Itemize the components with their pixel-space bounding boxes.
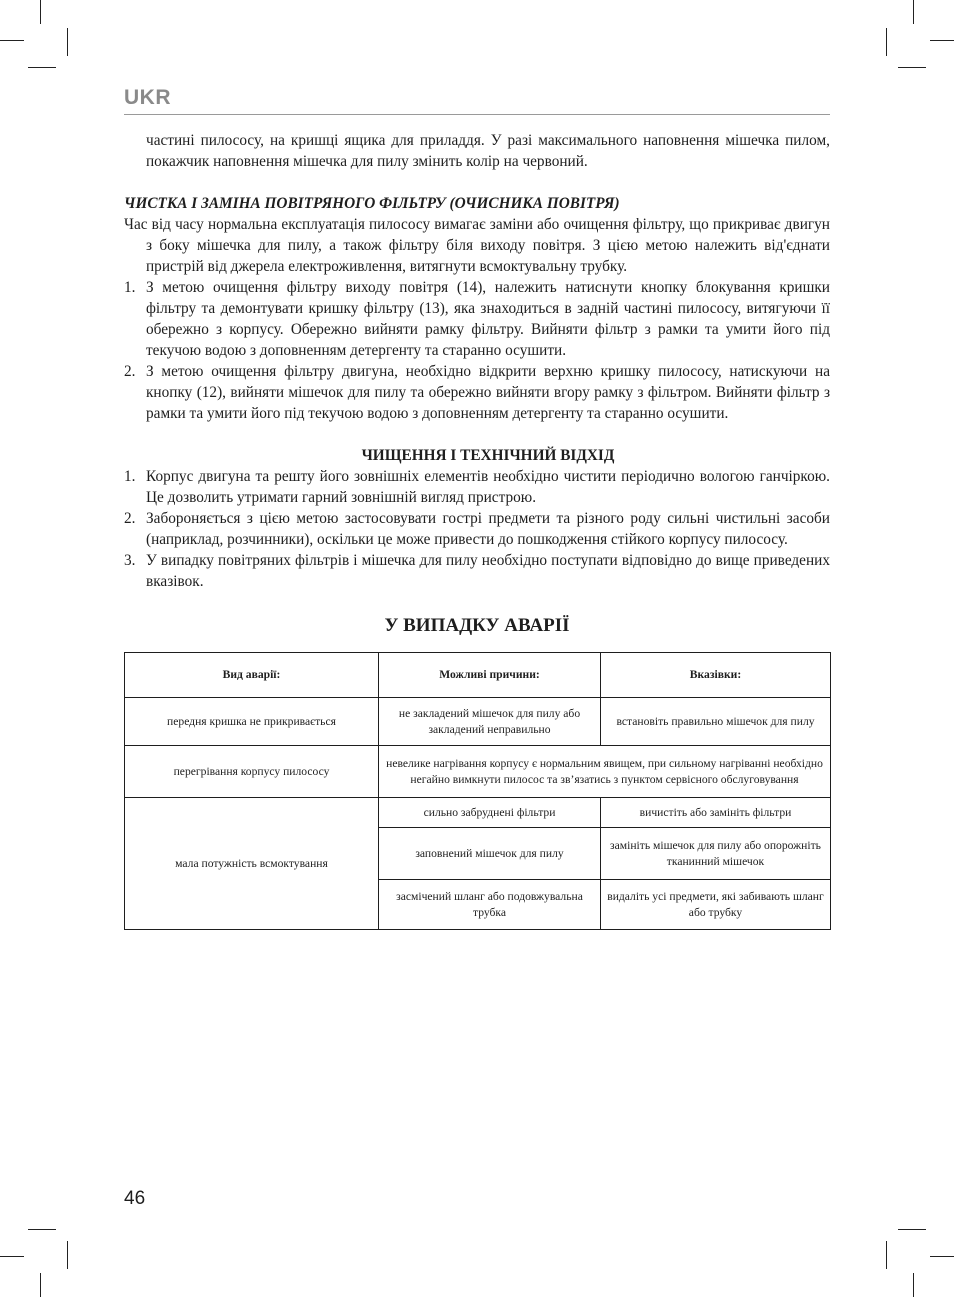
table-cell-action: замініть мішечок для пилу або опорожніть тканинний мішечок xyxy=(601,828,831,880)
list-number: 2. xyxy=(124,363,136,380)
list-item xyxy=(124,466,830,508)
crop-mark xyxy=(40,1273,41,1297)
crop-mark xyxy=(913,0,914,24)
table-cell-cause: засмічений шланг або подовжувальна трубка xyxy=(379,880,601,930)
crop-mark xyxy=(28,67,56,68)
list-item xyxy=(124,361,830,424)
crop-mark xyxy=(913,1273,914,1297)
list-number: 1. xyxy=(124,279,136,296)
table-cell-action: вичистіть або замініть фільтри xyxy=(601,798,831,828)
table-cell-cause: не закладений мішечок для пилу або закладений неправильно xyxy=(379,698,601,746)
crop-mark xyxy=(898,1229,926,1230)
table-header-cell: Вказівки: xyxy=(601,653,831,698)
crop-mark xyxy=(930,1256,954,1257)
list-number: 2. xyxy=(124,510,136,527)
language-label: UKR xyxy=(124,86,171,109)
filter-section-title: ЧИСТКА І ЗАМІНА ПОВІТРЯНОГО ФІЛЬТРУ (ОЧИСНИКА ПОВІТРЯ) xyxy=(124,195,620,212)
table-row xyxy=(125,798,831,828)
list-text: У випадку повітряних фільтрів і мішечка для пилу необхідно поступати відповідно до вище приведених вказівок. xyxy=(146,552,830,590)
table-cell-merged: невелике нагрівання корпусу є нормальним явищем, при сильному нагріванні необхідно негайно вимкнути пилосос та зв’язатись з пунктом сервісного обслуговування xyxy=(379,746,831,798)
list-number: 1. xyxy=(124,468,136,485)
list-item xyxy=(124,508,830,550)
list-text: З метою очищення фільтру виходу повітря (14), належить натиснути кнопку блокування кришки фільтру та демонтувати кришку фільтру (13), яка знаходиться в задній частині пилососу, витягуючи її обережно з корпусу. Обережно вийняти рамку фільтру. Вийняти фільтр з рамки та умити його під текучою водою з доповненням детергенту та старанно осушити. xyxy=(146,279,830,359)
crop-mark xyxy=(67,1241,68,1269)
troubleshooting-table xyxy=(124,652,831,930)
crop-mark xyxy=(67,28,68,56)
list-text: З метою очищення фільтру двигуна, необхідно відкрити верхню кришку пилососу, натискуючи на кнопку (12), вийняти мішечок для пилу та обережно вийняти вгору рамку з фільтром. Вийняти фільтр з рамки та умити його під текучою водою з доповненням детергенту та старанно осушити. xyxy=(146,363,830,422)
table-row xyxy=(125,698,831,746)
header-rule xyxy=(124,114,830,115)
table-header-cell: Можливі причини: xyxy=(379,653,601,698)
table-cell-fault: передня кришка не прикривається xyxy=(125,698,379,746)
table-cell-action: видаліть усі предмети, які забивають шланг або трубку xyxy=(601,880,831,930)
list-number: 3. xyxy=(124,552,136,569)
table-row xyxy=(125,746,831,798)
table-cell-cause: заповнений мішечок для пилу xyxy=(379,828,601,880)
cleaning-section-title: ЧИЩЕННЯ І ТЕХНІЧНИЙ ВІДХІД xyxy=(361,447,615,464)
crop-mark xyxy=(886,28,887,56)
table-header-cell: Вид аварії: xyxy=(125,653,379,698)
list-text: Забороняється з цією метою застосовувати гострі предмети та різного роду сильні чистильні засоби (наприклад, розчинники), оскільки це може привести до пошкодження стійкого корпусу пилососу. xyxy=(146,510,830,548)
crop-mark xyxy=(930,40,954,41)
list-item xyxy=(124,550,830,592)
crop-mark xyxy=(898,67,926,68)
table-cell-fault: мала потужність всмоктування xyxy=(125,798,379,930)
emergency-section-title: У ВИПАДКУ АВАРІЇ xyxy=(384,615,570,636)
intro-paragraph: частині пилососу, на кришці ящика для приладдя. У разі максимального наповнення мішечка пилом, покажчик наповнення мішечка для пилу змінить колір на червоний. xyxy=(146,132,830,170)
crop-mark xyxy=(0,40,24,41)
page-number: 46 xyxy=(124,1188,146,1209)
table-cell-cause: сильно забруднені фільтри xyxy=(379,798,601,828)
filter-section-intro: Час від часу нормальна експлуатація пилососу вимагає заміни або очищення фільтру, що прикриває двигун з боку мішечка для пилу, а також фільтру біля виходу повітря. З цією метою належить від'єднати пристрій від джерела електроживлення, витягнути всмоктувальну трубку. xyxy=(124,216,830,275)
crop-mark xyxy=(40,0,41,24)
crop-mark xyxy=(886,1241,887,1269)
list-text: Корпус двигуна та решту його зовнішніх елементів необхідно чистити періодично вологою ганчіркою. Це дозволить утримати гарний зовнішній вигляд пристрою. xyxy=(146,468,830,506)
page-content xyxy=(124,130,830,930)
table-cell-fault: перегрівання корпусу пилососу xyxy=(125,746,379,798)
crop-mark xyxy=(0,1256,24,1257)
table-cell-action: встановіть правильно мішечок для пилу xyxy=(601,698,831,746)
table-header-row xyxy=(125,653,831,698)
list-item xyxy=(124,277,830,361)
crop-mark xyxy=(28,1229,56,1230)
